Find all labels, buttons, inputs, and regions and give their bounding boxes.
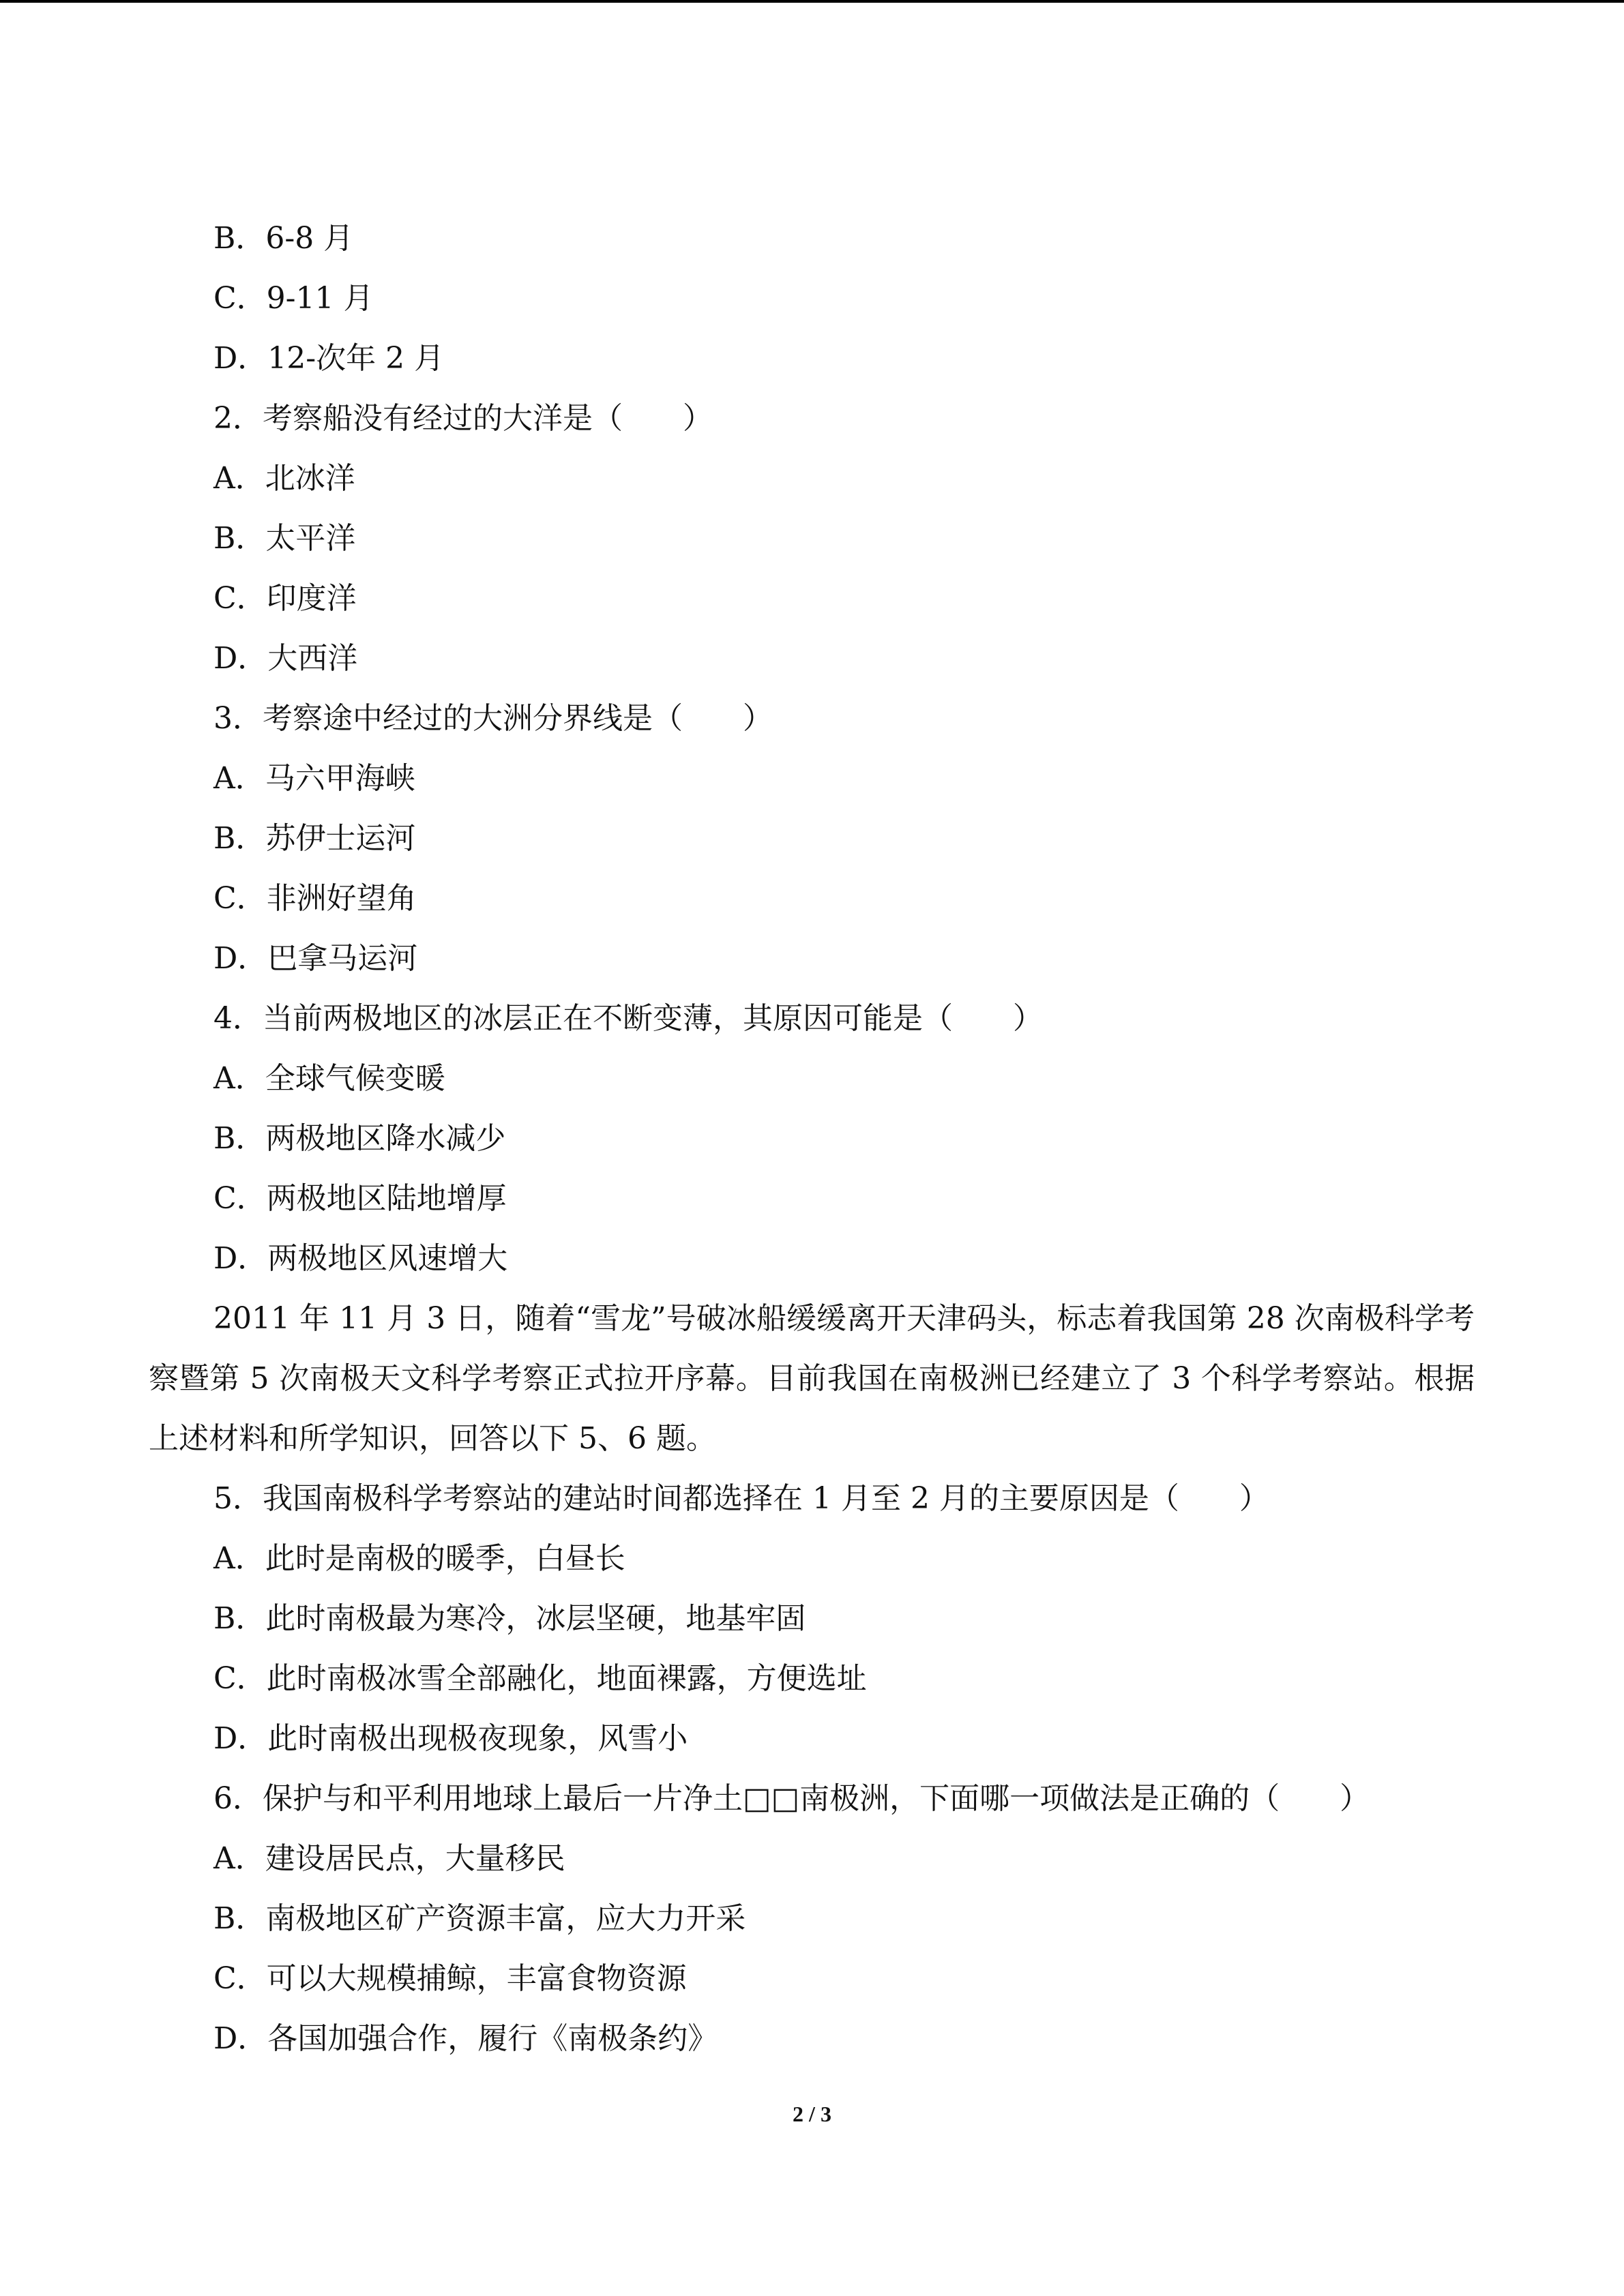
page-content	[149, 209, 1475, 2069]
option-6-b: B．南极地区矿产资源丰富，应大力开采	[213, 1901, 746, 1936]
option-4-c: C．两极地区陆地增厚	[213, 1181, 507, 1216]
option-2-a: A．北冰洋	[213, 461, 355, 496]
option-6-a: A．建设居民点，大量移民	[213, 1841, 565, 1876]
option-4-b: B．两极地区降水减少	[213, 1121, 506, 1156]
option-1-c: C．9-11 月	[213, 281, 374, 316]
option-5-a: A．此时是南极的暖季，白昼长	[213, 1541, 625, 1576]
question-block-top	[149, 209, 1475, 1289]
question-block-bottom	[149, 1469, 1475, 2069]
question-5: 5．我国南极科学考察站的建站时间都选择在 1 月至 2 月的主要原因是（ ）	[213, 1481, 1269, 1516]
option-3-b: B．苏伊士运河	[213, 821, 416, 856]
reading-material-paragraph: 2011 年 11 月 3 日，随着“雪龙”号破冰船缓缓离开天津码头，标志着我国第 28 次南极科学考察暨第 5 次南极天文科学考察正式拉开序幕。目前我国在南极洲已经建立了 3 个科学考察站。根据上述材料和所学知识，回答以下 5、6 题。	[149, 1301, 1475, 1456]
question-6: 6．保护与和平利用地球上最后一片净土□□南极洲，下面哪一项做法是正确的（ ）	[213, 1781, 1370, 1816]
option-6-d: D．各国加强合作，履行《南极条约》	[213, 2021, 718, 2056]
option-1-b: B．6-8 月	[213, 221, 354, 256]
option-3-c: C．非洲好望角	[213, 881, 417, 916]
option-5-d: D．此时南极出现极夜现象，风雪小	[213, 1721, 688, 1756]
option-6-c: C．可以大规模捕鲸，丰富食物资源	[213, 1961, 687, 1996]
question-2: 2．考察船没有经过的大洋是（ ）	[213, 401, 713, 436]
question-4: 4．当前两极地区的冰层正在不断变薄，其原因可能是（ ）	[213, 1001, 1043, 1036]
page-number: 2 / 3	[793, 2102, 831, 2126]
question-3: 3．考察途中经过的大洲分界线是（ ）	[213, 701, 773, 736]
option-2-b: B．太平洋	[213, 521, 356, 556]
option-4-a: A．全球气候变暖	[213, 1061, 445, 1096]
option-5-c: C．此时南极冰雪全部融化，地面裸露，方便选址	[213, 1661, 867, 1696]
option-2-c: C．印度洋	[213, 581, 357, 616]
option-4-d: D．两极地区风速增大	[213, 1241, 508, 1276]
option-3-d: D．巴拿马运河	[213, 941, 418, 976]
option-1-d: D．12-次年 2 月	[213, 341, 445, 376]
option-2-d: D．大西洋	[213, 641, 358, 676]
option-3-a: A．马六甲海峡	[213, 761, 415, 796]
option-5-b: B．此时南极最为寒冷，冰层坚硬，地基牢固	[213, 1601, 806, 1636]
